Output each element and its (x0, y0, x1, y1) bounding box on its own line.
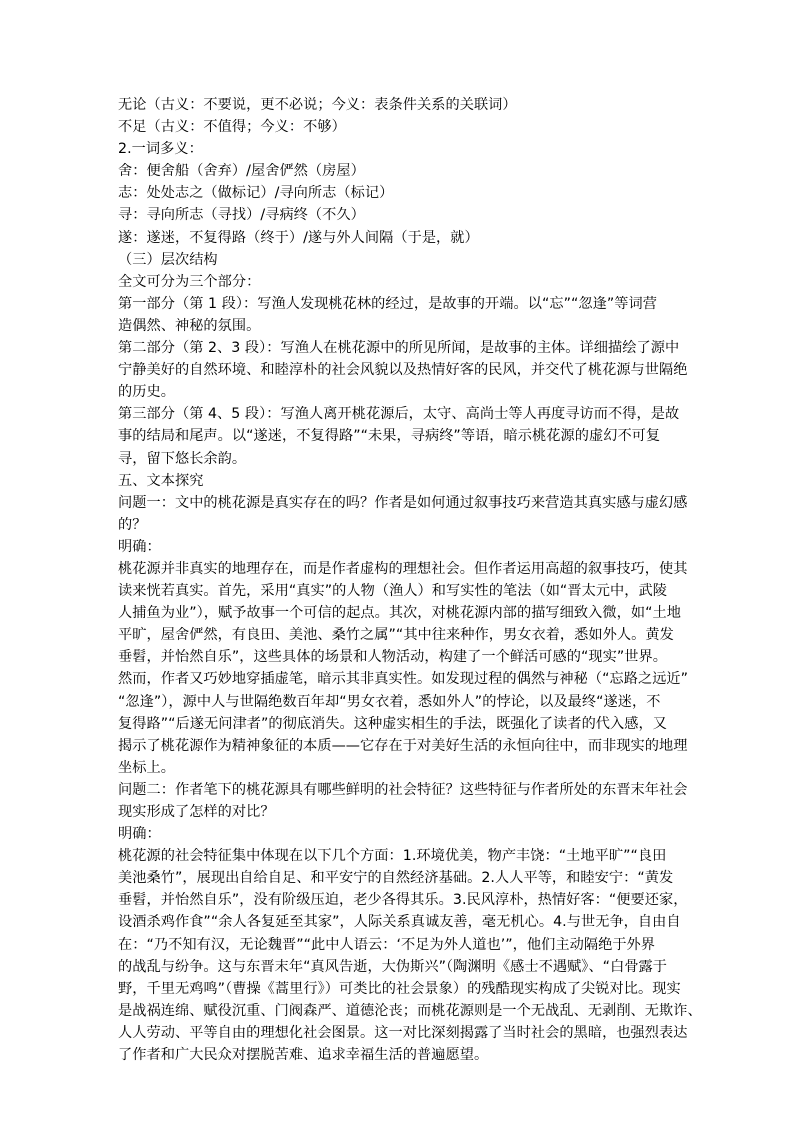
text-line: “忽逢”），源中人与世隔绝数百年却“男女衣着，悉如外人”的悖论，以及最终“遂迷，不 (118, 693, 661, 710)
section-heading: 五、文本探究 (118, 472, 204, 489)
section-heading: 2.一词多义： (118, 141, 203, 158)
text-line: 寻：寻向所志（寻找）/寻病终（不久） (118, 207, 365, 224)
question-text: 的？ (118, 516, 147, 533)
text-line: 事的结局和尾声。以“遂迷，不复得路”“未果，寻病终”等语，暗示桃花源的虚幻不可复 (118, 428, 661, 445)
text-line: 的历史。 (118, 384, 175, 401)
text-line: 揭示了桃花源作为精神象征的本质——它存在于对美好生活的永恒向往中，而非现实的地理 (118, 737, 688, 754)
text-line: 了作者和广大民众对摆脱苦难、追求幸福生活的普遍愿望。 (118, 1047, 489, 1064)
text-line: 美池桑竹”，展现出自给自足、和平安宁的自然经济基础。2.人人平等，和睦安宁：“黄发 (118, 870, 674, 887)
text-line: 垂髫，并怡然自乐”，没有阶级压迫，老少各得其乐。3.民风淳朴，热情好客：“便要还家， (118, 892, 688, 909)
text-line: 第二部分（第 2、3 段）：写渔人在桃花源中的所见所闻，是故事的主体。详细描绘了源中 (118, 340, 680, 357)
text-line: 遂：遂迷，不复得路（终于）/遂与外人间隔（于是，就） (118, 229, 479, 246)
text-line: 造偶然、神秘的氛围。 (118, 317, 261, 334)
answer-label: 明确： (118, 826, 161, 843)
text-line: 在：“乃不知有汉，无论魏晋”“此中人语云：‘不足为外人道也’”，他们主动隔绝于外界 (118, 936, 656, 953)
question-text: 问题一：文中的桃花源是真实存在的吗？作者是如何通过叙事技巧来营造其真实感与虚幻感 (118, 494, 688, 511)
text-line: 人人劳动、平等自由的理想化社会图景。这一对比深刻揭露了当时社会的黑暗，也强烈表达 (118, 1024, 688, 1041)
text-line: 宁静美好的自然环境、和睦淳朴的社会风貌以及热情好客的民风，并交代了桃花源与世隔绝 (118, 362, 688, 379)
text-line: 志：处处志之（做标记）/寻向所志（标记） (118, 185, 394, 202)
text-line: 坐标上。 (118, 759, 175, 776)
text-line: 垂髫，并怡然自乐”，这些具体的场景和人物活动，构建了一个鲜活可感的“现实”世界。 (118, 649, 667, 666)
answer-label: 明确： (118, 538, 161, 555)
text-line: 读来恍若真实。首先，采用“真实”的人物（渔人）和写实性的笔法（如“晋太元中，武陵 (118, 583, 667, 600)
text-line: 的战乱与纷争。这与东晋末年“真风告逝，大伪斯兴”（陶渊明《感士不遇赋》、“白骨露于 (118, 958, 668, 975)
text-line: 舍：便舍船（舍弃）/屋舍俨然（房屋） (118, 163, 365, 180)
text-line: 不足（古义：不值得；今义：不够） (118, 119, 346, 136)
text-line: 平旷，屋舍俨然，有良田、美池、桑竹之属”“其中往来种作，男女衣着，悉如外人。黄发 (118, 627, 674, 644)
text-line: 野，千里无鸡鸣”（曹操《蒿里行》）可类比的社会景象）的残酷现实构成了尖锐对比。现实 (118, 980, 681, 997)
question-text: 问题二：作者笔下的桃花源具有哪些鲜明的社会特征？这些特征与作者所处的东晋末年社会 (118, 781, 688, 798)
text-line: 第三部分（第 4、5 段）：写渔人离开桃花源后，太守、高尚士等人再度寻访而不得，是故 (118, 406, 680, 423)
text-line: 第一部分（第 1 段）：写渔人发现桃花林的经过，是故事的开端。以“忘”“忽逢”等词营 (118, 295, 658, 312)
text-line: 设酒杀鸡作食”“余人各复延至其家”，人际关系真诚友善，毫无机心。4.与世无争，自由自 (118, 914, 681, 931)
text-line: 无论（古义：不要说，更不必说；今义：表条件关系的关联词） (118, 97, 517, 113)
text-line: 是战祸连绵、赋役沉重、门阀森严、道德沦丧；而桃花源则是一个无战乱、无剥削、无欺诈、 (118, 1002, 702, 1019)
text-line: 人捕鱼为业”），赋予故事一个可信的起点。其次，对桃花源内部的描写细致入微，如“土地 (118, 605, 681, 622)
text-line: 寻，留下悠长余韵。 (118, 450, 247, 467)
text-line: 桃花源并非真实的地理存在，而是作者虚构的理想社会。但作者运用高超的叙事技巧，使其 (118, 560, 688, 577)
question-text: 现实形成了怎样的对比？ (118, 804, 275, 820)
text-line: 然而，作者又巧妙地穿插虚笔，暗示其非真实性。如发现过程的偶然与神秘（“忘路之远近” (118, 671, 689, 688)
text-line: 复得路”“后遂无问津者”的彻底消失。这种虚实相生的手法，既强化了读者的代入感，又 (118, 715, 667, 732)
section-heading: （三）层次结构 (118, 251, 218, 268)
text-line: 全文可分为三个部分： (118, 273, 261, 290)
text-line: 桃花源的社会特征集中体现在以下几个方面：1.环境优美，物产丰饶：“土地平旷”“良田 (118, 848, 667, 865)
